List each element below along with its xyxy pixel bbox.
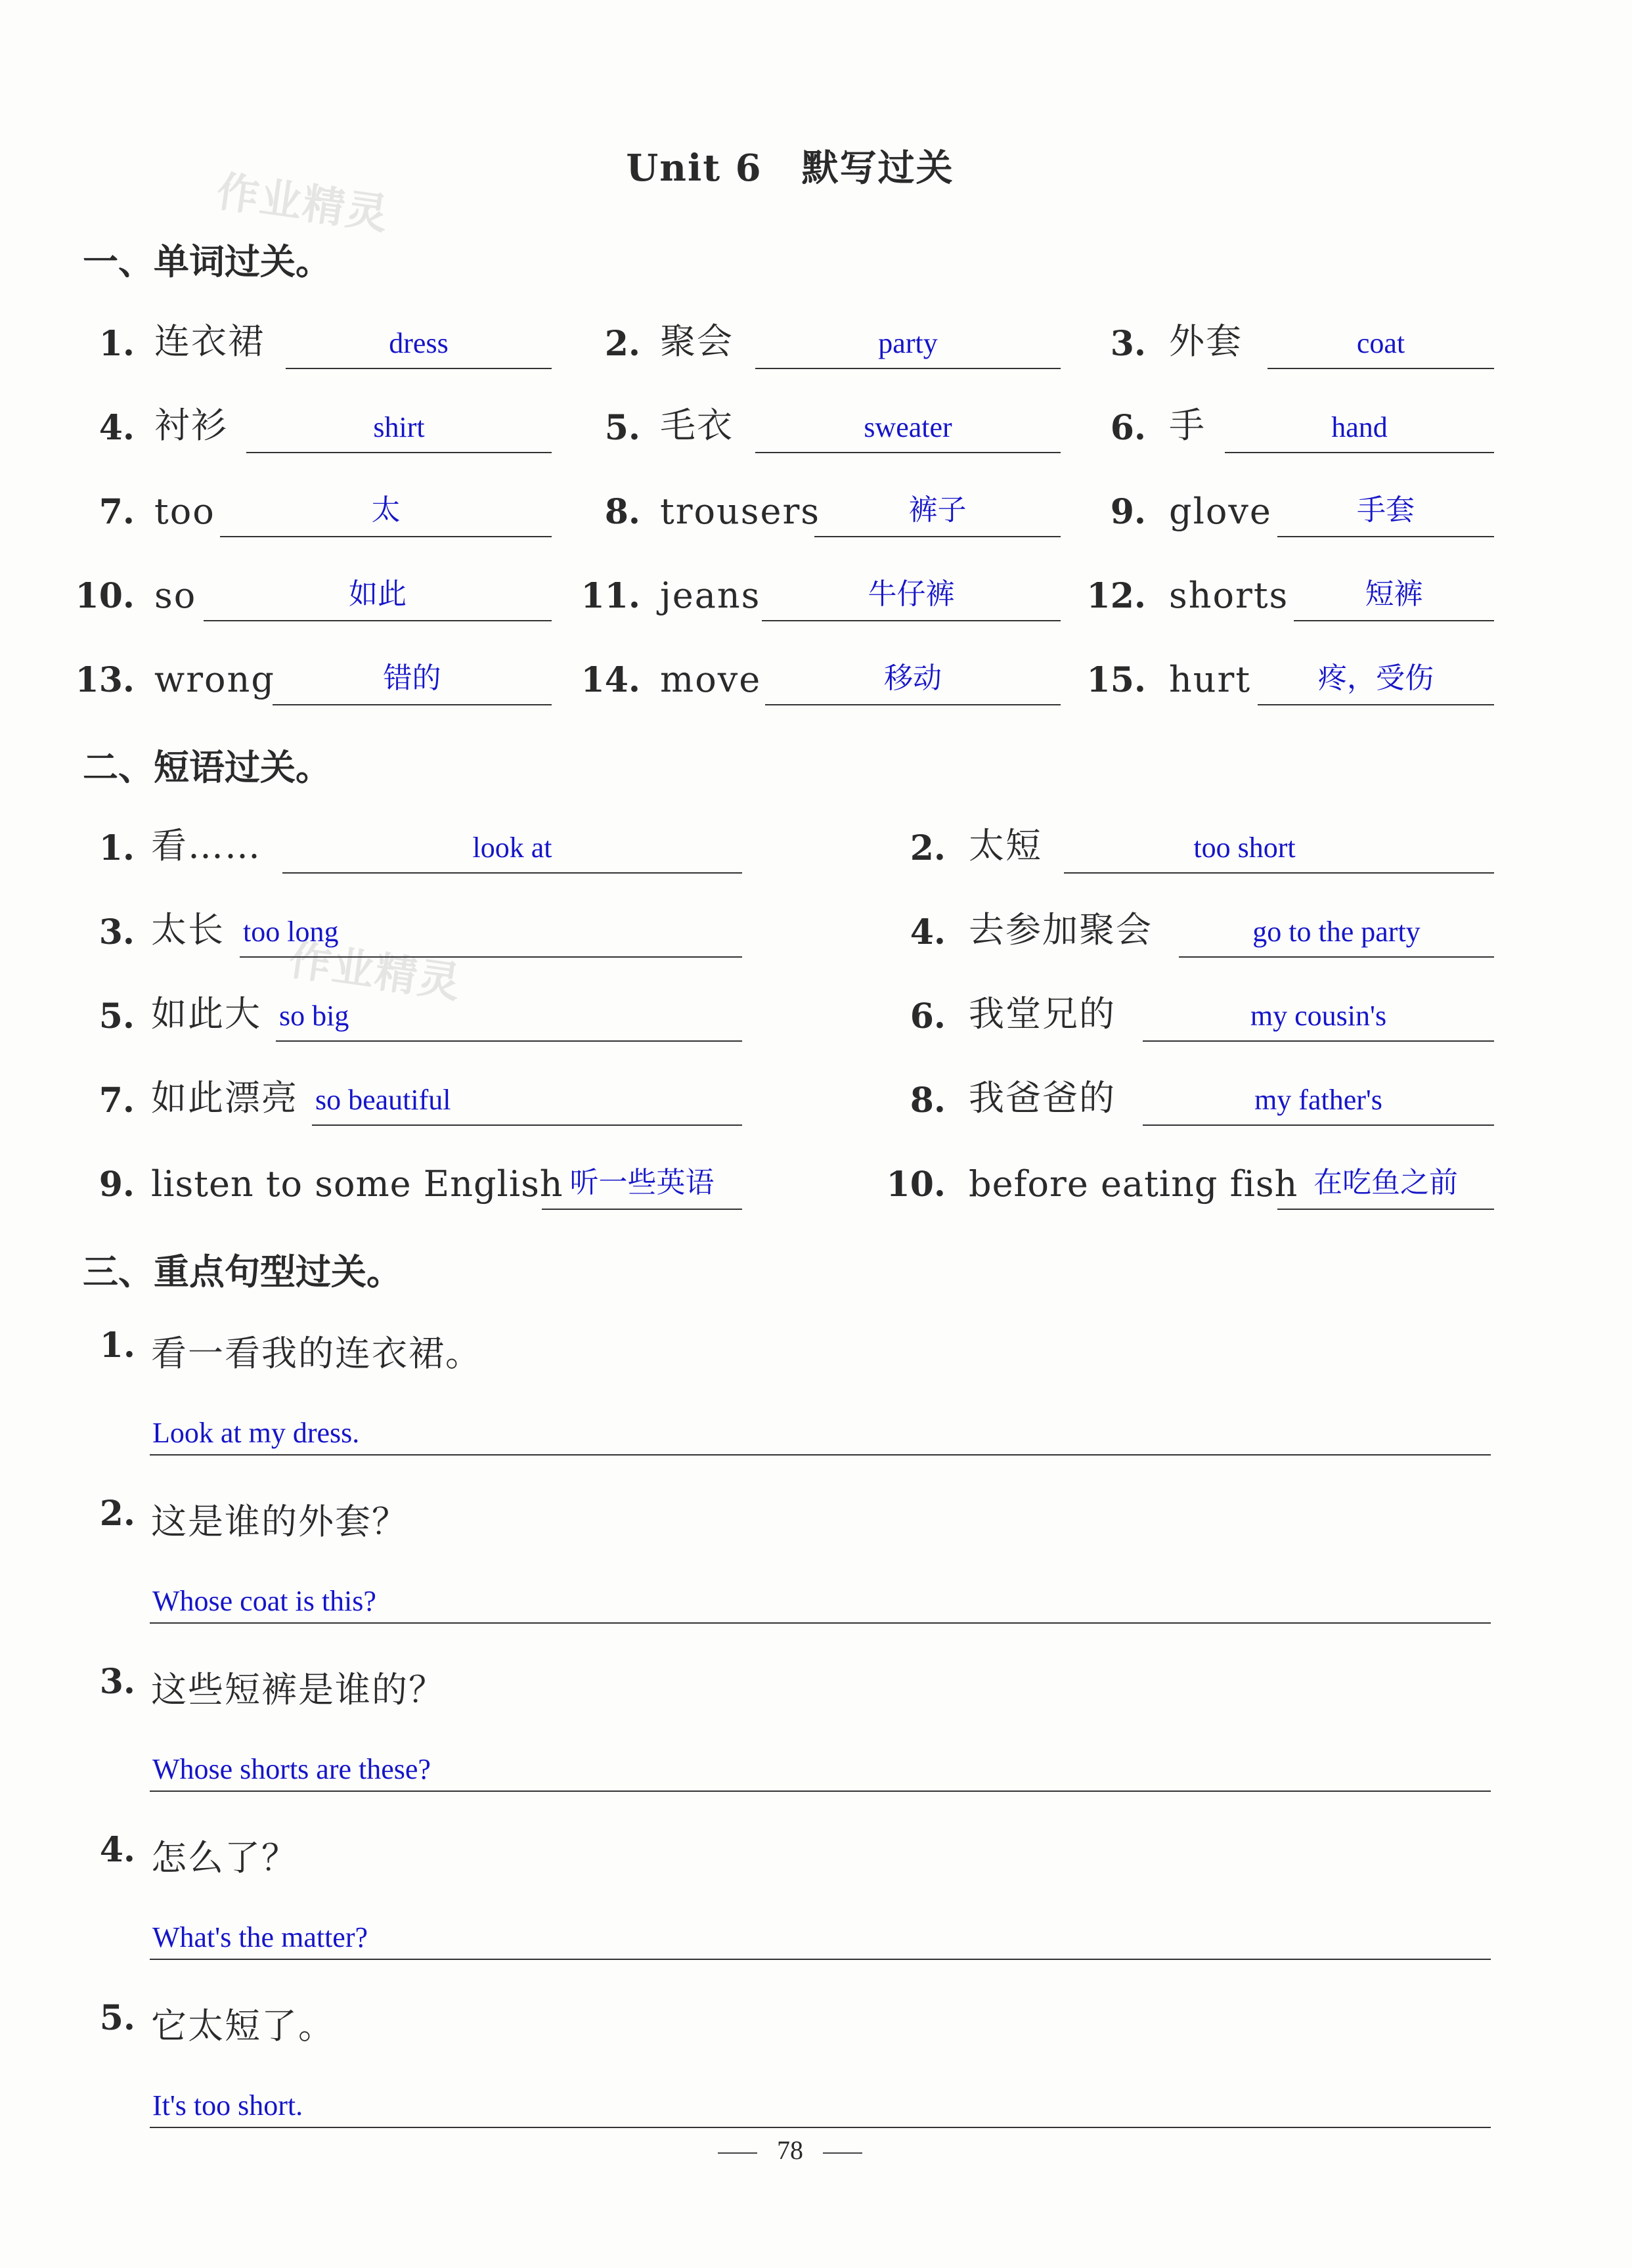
item-answer[interactable]: party [878,327,938,359]
item-prompt: move [660,659,762,700]
item-number: 7. [99,1080,135,1121]
item-prompt: 怎么了？ [151,1837,298,1879]
page-number-value: 78 [777,2135,803,2165]
item-answer[interactable]: too short [1193,832,1296,864]
item-number: 12. [1086,576,1146,616]
answer-line [1277,1209,1494,1210]
answer-line [1258,704,1494,705]
item-number: 6. [1110,408,1146,448]
item-answer[interactable]: 疼，受伤 [1318,662,1434,694]
answer-line [204,620,552,621]
item-number: 10. [886,1165,946,1205]
item-number: 2. [910,828,946,868]
answer-line [1268,368,1494,369]
watermark-logo: 作业精灵 [213,166,393,240]
item-answer[interactable]: It's too short. [152,2089,303,2122]
answer-line [755,452,1061,453]
item-number: 2. [604,324,640,364]
item-answer[interactable]: my father's [1254,1084,1382,1116]
title-cn: 默写过关 [801,146,954,190]
page-number [0,2135,1580,2166]
item-number: 1. [99,324,135,364]
item-answer[interactable]: coat [1356,327,1405,359]
phrase-item [883,814,1497,880]
phrase-item [72,814,749,880]
item-prompt: wrong [154,659,275,700]
item-number: 5. [604,408,640,448]
page-number-dash [718,2152,757,2154]
answer-line [1143,1124,1494,1126]
word-item [72,394,552,460]
answer-line [286,368,552,369]
phrase-item [72,1067,749,1132]
item-answer[interactable]: 在吃鱼之前 [1313,1167,1458,1199]
item-number: 11. [581,576,640,616]
phrase-item [72,899,749,964]
item-prompt: trousers [660,491,820,532]
word-item [578,562,1064,628]
item-prompt: glove [1169,491,1272,532]
item-number: 1. [99,828,135,868]
item-number: 2. [99,1494,135,1534]
word-item [578,310,1064,376]
phrase-item [72,1151,749,1216]
item-prompt: so [154,575,197,616]
item-answer[interactable]: look at [472,832,552,864]
answer-line [150,1454,1491,1456]
item-number: 6. [910,996,946,1036]
phrase-item [883,1067,1497,1132]
item-answer[interactable]: shirt [373,411,425,443]
item-answer[interactable]: 手套 [1357,494,1415,526]
item-prompt: listen to some English [151,1163,563,1205]
item-prompt: 连衣裙 [154,321,265,362]
answer-line [1179,956,1494,958]
phrase-item [72,983,749,1048]
item-prompt: 如此漂亮 [151,1077,298,1119]
item-prompt: 太长 [151,909,225,950]
word-item [578,646,1064,712]
item-answer[interactable]: Look at my dress. [152,1417,360,1449]
answer-line [273,704,552,705]
watermark-logo: 作业精灵 [286,935,465,1008]
item-prompt: 手 [1169,405,1206,446]
item-number: 7. [99,492,135,532]
item-prompt: 看一看我的连衣裙。 [151,1333,482,1374]
answer-line [1064,872,1494,874]
item-number: 3. [99,1662,135,1702]
item-answer[interactable]: Whose shorts are these? [152,1753,431,1785]
section-heading-words: 一、单词过关。 [83,240,331,282]
item-prompt: 太短 [969,825,1042,866]
answer-line [220,536,552,537]
item-prompt: 外套 [1169,321,1243,362]
item-prompt: 去参加聚会 [969,909,1153,950]
item-prompt: 这是谁的外套？ [151,1501,408,1542]
word-item [72,310,552,376]
item-answer[interactable]: too long [243,916,339,948]
word-item [1084,394,1497,460]
answer-line [1294,620,1494,621]
item-answer[interactable]: 牛仔裤 [868,578,955,610]
word-item [1084,646,1497,712]
answer-line [150,1790,1491,1792]
item-prompt: too [154,491,215,532]
item-answer[interactable]: 错的 [383,662,441,694]
item-answer[interactable]: my cousin's [1250,1000,1387,1032]
word-item [72,646,552,712]
item-answer[interactable]: so big [279,1000,349,1032]
page-number-dash [823,2152,862,2154]
item-number: 4. [910,912,946,952]
item-answer[interactable]: Whose coat is this? [152,1585,376,1617]
item-number: 8. [604,492,640,532]
section-heading-sentences: 三、重点句型过关。 [83,1251,402,1293]
phrase-item [883,983,1497,1048]
item-answer[interactable]: 太 [371,494,401,526]
answer-line [240,956,742,958]
item-prompt: shorts [1169,575,1289,616]
section-heading-phrases: 二、短语过关。 [83,746,331,788]
answer-line [1277,536,1494,537]
item-prompt: 我堂兄的 [969,993,1116,1034]
item-answer[interactable]: What's the matter? [152,1921,368,1953]
word-item [1084,562,1497,628]
answer-line [246,452,552,453]
answer-line [765,704,1061,705]
item-prompt: jeans [660,575,761,616]
word-item [578,478,1064,544]
item-number: 3. [99,912,135,952]
answer-line [150,1622,1491,1624]
word-item [578,394,1064,460]
item-answer[interactable]: dress [389,327,449,359]
item-number: 4. [99,408,135,448]
item-answer[interactable]: 裤子 [908,494,967,526]
answer-line [1225,452,1494,453]
word-item [1084,478,1497,544]
item-prompt: 如此大 [151,993,261,1034]
item-number: 3. [1110,324,1146,364]
item-prompt: 衬衫 [154,405,228,446]
item-number: 15. [1086,660,1146,700]
word-item [1084,310,1497,376]
answer-line [1143,1040,1494,1042]
item-prompt: before eating fish [969,1163,1298,1205]
item-prompt: 我爸爸的 [969,1077,1116,1119]
answer-line [755,368,1061,369]
item-answer[interactable]: 短裤 [1365,578,1423,610]
item-number: 13. [75,660,135,700]
item-answer[interactable]: so beautiful [315,1084,451,1116]
item-prompt: 看…… [151,825,261,866]
item-answer[interactable]: go to the party [1252,916,1421,948]
item-prompt: 它太短了。 [151,2005,335,2047]
item-answer[interactable]: hand [1331,411,1388,443]
item-answer[interactable]: 移动 [884,662,942,694]
phrase-item [883,899,1497,964]
answer-line [150,2127,1491,2128]
item-number: 9. [99,1165,135,1205]
answer-line [814,536,1061,537]
item-number: 10. [75,576,135,616]
item-number: 1. [99,1325,135,1366]
word-item [72,478,552,544]
item-number: 5. [99,1998,135,2038]
item-number: 9. [1110,492,1146,532]
item-number: 4. [99,1830,135,1870]
item-prompt: 聚会 [660,321,734,362]
word-item [72,562,552,628]
item-number: 14. [581,660,640,700]
answer-line [150,1959,1491,1960]
answer-line [276,1040,742,1042]
item-number: 5. [99,996,135,1036]
answer-line [762,620,1061,621]
item-answer[interactable]: 如此 [349,578,407,610]
answer-line [542,1209,742,1210]
item-answer[interactable]: sweater [864,411,952,443]
unit-label: Unit 6 [626,146,762,190]
answer-line [282,872,742,874]
item-prompt: hurt [1169,659,1252,700]
phrase-item [883,1151,1497,1216]
item-prompt: 这些短裤是谁的？ [151,1669,445,1710]
item-answer[interactable]: 听一些英语 [569,1167,715,1199]
item-number: 8. [910,1080,946,1121]
item-prompt: 毛衣 [660,405,734,446]
answer-line [312,1124,742,1126]
